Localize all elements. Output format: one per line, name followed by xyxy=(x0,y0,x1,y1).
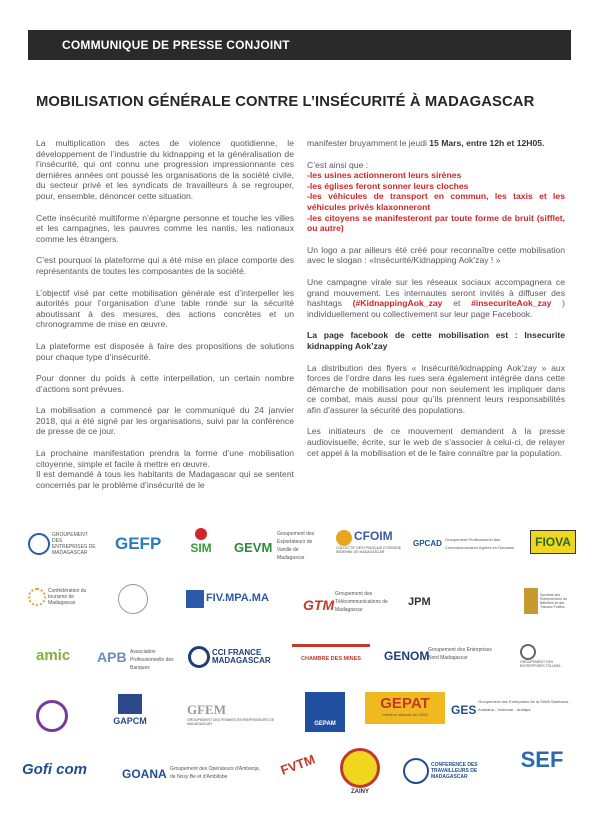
logo-text: GOANA xyxy=(122,767,167,781)
list-item: -les véhicules de transport en commun, les taxis et les véhicules privés klaxonneront xyxy=(307,191,565,212)
logo-text: Groupement des Entreprises de la SAVA Sambava - Antalaha - Vohemar - Andapa xyxy=(478,699,571,712)
logo-gepat xyxy=(365,692,445,724)
logo-genom-name xyxy=(428,646,498,662)
paragraph: L’objectif visé par cette mobilisation générale est d’interpeller les autorités pour l’organisation d’une table ronde sur la sécurité aboutissant à des mesures, des actions concrètes et un chronogramme de mise en œuvre. xyxy=(36,287,294,330)
fivmpa-emblem-icon xyxy=(36,700,68,732)
gem-circle-icon xyxy=(28,533,50,555)
get-emblem-icon xyxy=(520,644,536,660)
logo-text: GES xyxy=(451,703,477,717)
logo-fvtm xyxy=(278,751,322,778)
logo-amic xyxy=(36,648,70,664)
paragraph: La mobilisation a commencé par le communiqué du 24 janvier 2018, qui a été signé par les organisations, suivi par la conférence de presse de ce jour. xyxy=(36,405,294,437)
logo-ges xyxy=(451,702,476,718)
logo-text: Gofi com xyxy=(22,761,88,778)
paragraph: La prochaine manifestation prendra la forme d’une mobilisation citoyenne, simple et facile à mettre en œuvre. xyxy=(36,448,294,469)
logo-text: GEFP xyxy=(115,534,162,553)
paragraph: C’est pourquoi la plateforme qui a été mise en place comporte des représentants de toutes les composantes de la société. xyxy=(36,255,294,276)
logo-gtm-name xyxy=(335,590,390,614)
logo-text: Association Professionnelle des Banques xyxy=(130,649,174,671)
logo-text: Confédération du tourisme de Madagascar xyxy=(47,588,87,606)
cfoim-sun-icon xyxy=(336,530,352,546)
logo-text: FVTM xyxy=(278,751,317,778)
logo-text: APB xyxy=(97,649,127,665)
logo-text: GENOM xyxy=(384,649,430,663)
left-column xyxy=(36,138,294,501)
right-column xyxy=(307,138,565,469)
logo-goana xyxy=(122,766,167,782)
list-intro: C’est ainsi que : xyxy=(307,159,369,170)
logo-text: CFOIM xyxy=(353,529,393,543)
logo-get xyxy=(520,644,578,668)
hashtag: (#KidnappingAok_zay xyxy=(352,298,443,309)
logo-gapcm xyxy=(110,694,150,725)
logo-subtext: GROUPEMENT DES FEMMES ENTREPRENEURS DE MADAGASCAR xyxy=(187,718,275,726)
logo-gem xyxy=(28,532,98,556)
header-label: COMMUNIQUE DE PRESSE CONJOINT xyxy=(62,38,290,52)
logo-text: FIV.MPA.MA xyxy=(205,592,269,604)
sebtp-emblem-icon xyxy=(524,588,538,614)
logo-fivmpa xyxy=(36,700,68,732)
paragraph: Pour donner du poids à cette interpellation, un certain nombre d’actions sont prévues. xyxy=(36,373,294,394)
action-list xyxy=(307,160,565,234)
paragraph-text: Une campagne virale sur les réseaux sociaux accompagnera ce grand mouvement. Les internautes seront invités à diffuser des hashtags xyxy=(307,276,565,309)
logo-goficom xyxy=(22,762,112,778)
logo-text: GEPAM xyxy=(314,721,336,727)
paragraph: Cette insécurité multiforme n’épargne personne et touche les villes et les campagnes, les pauvres comme les nantis, les nationaux comme les étrangers. xyxy=(36,212,294,244)
logo-subtext: COLLECTIF DES FRANÇAIS D'ORIGINE INDIENNE DE MADAGASCAR xyxy=(336,546,402,555)
logo-text: GAPCM xyxy=(113,716,147,726)
logo-sef xyxy=(512,747,572,772)
logo-text: GROUPEMENT DES ENTREPRISES TOLIARA xyxy=(520,660,561,668)
logo-text: CHAMBRE DES MINES xyxy=(301,656,361,662)
logo-text: Groupement des Entreprises Nord Madagascar xyxy=(428,647,492,661)
header-band xyxy=(28,30,571,60)
logo-gpcad-name xyxy=(445,536,520,552)
logo-text: GEVM xyxy=(234,540,273,555)
list-item: -les citoyens se manifesteront par toute forme de bruit (sifflet, ou autre) xyxy=(307,212,565,234)
sim-flower-icon xyxy=(195,528,207,540)
logo-text: Syndicat des Entrepreneurs du Bâtiment et des Travaux Publics xyxy=(539,593,567,609)
logo-cci xyxy=(188,646,273,668)
logo-text: ZAINY xyxy=(351,789,369,795)
paragraph-text: manifester bruyamment le jeudi xyxy=(307,138,427,148)
logo-text: CONFERENCE DES TRAVAILLEURS DE MADAGASCAR xyxy=(430,762,478,780)
logo-zainy xyxy=(340,748,380,796)
logo-cfoim xyxy=(336,528,406,554)
logo-gefp xyxy=(115,536,161,552)
logo-text: FIOVA xyxy=(535,535,571,549)
paragraph: La distribution des flyers « Insécurité/kidnapping Aok’zay » aux forces de l’ordre dans les rues sera également intégrée dans cette démarche de mobilisation pour non seulement les impliquer dans ce combat, mais aussi pour qu’ils prennent leurs responsabilités afin d’assurer la sécurité des populations. xyxy=(307,362,565,415)
logo-subtext: membre associé au GEM xyxy=(382,712,428,717)
logo-subtext: MADAGASCAR xyxy=(211,656,271,665)
logo-text: Groupement des Exportateurs de Vanille de Madagascar xyxy=(277,531,315,561)
logo-fiova xyxy=(530,530,576,554)
logo-gfem xyxy=(187,702,297,726)
logo-chambre-mines xyxy=(292,644,370,669)
logo-goana-name xyxy=(170,765,260,781)
paragraph: La multiplication des actes de violence quotidienne, le développement de l’industrie du kidnapping et la généralisation de l’insécurité, qui ont connu une progression impressionnante ces dernières années ont poussé les organisations de la société civile, du secteur privé et les syndicats de travailleurs à se regrouper, pour, ensemble, dénoncer cette situation. xyxy=(36,138,294,201)
logo-text: JPM xyxy=(408,596,431,608)
logo-apb-name xyxy=(130,648,178,672)
logo-genom xyxy=(384,648,429,664)
fivmpama-emblem-icon xyxy=(186,590,204,608)
logo-ges-name xyxy=(478,698,573,714)
paragraph-text: et xyxy=(453,298,461,309)
logo-text: GFEM xyxy=(187,702,226,717)
logo-ctm xyxy=(28,588,96,606)
logo-sebtp xyxy=(524,588,576,614)
logo-efa xyxy=(118,584,148,614)
logo-text: CCI FRANCE xyxy=(211,648,262,657)
logo-text: GPCAD xyxy=(413,539,442,548)
logo-fivmpama xyxy=(186,590,296,608)
page-title: MOBILISATION GÉNÉRALE CONTRE L’INSÉCURITÉ À MADAGASCAR xyxy=(36,94,535,110)
logo-gpcad xyxy=(413,540,442,549)
list-item: -les églises feront sonner leurs cloches xyxy=(307,180,469,191)
logo-text: Groupement des Opérateurs d'Ambanja, de Nosy Be et d'Ambilobe xyxy=(170,766,260,780)
paragraph: Un logo a par ailleurs été créé pour reconnaître cette mobilisation avec le slogan : «Insécurité/Kidnapping Aok’zay ! » xyxy=(307,244,565,266)
paragraph: La plateforme est disposée à faire des propositions de solutions pour chaque type d’insécurité. xyxy=(36,340,294,362)
logo-gtm xyxy=(303,597,334,613)
efa-emblem-icon xyxy=(118,584,148,614)
logo-text: amic xyxy=(36,647,71,664)
event-date: 15 Mars, entre 12h et 12H05. xyxy=(429,138,545,148)
paragraph xyxy=(307,138,565,149)
logo-gepam xyxy=(305,692,345,732)
logo-text: Groupement Professionnel des Commissionnaires Agréés en Douanes xyxy=(445,537,515,550)
logo-gevm-name xyxy=(277,530,325,562)
logo-text: GROUPEMENT DES ENTREPRISES DE MADAGASCAR xyxy=(51,532,96,556)
ctm2-emblem-icon xyxy=(403,758,429,784)
hashtag: #insecuriteAok_zay xyxy=(471,298,552,309)
logo-apb xyxy=(97,649,127,665)
logo-sim xyxy=(186,528,216,556)
cci-emblem-icon xyxy=(188,646,210,668)
logo-text: SIM xyxy=(190,541,212,555)
ctm-dots-icon xyxy=(28,588,46,606)
paragraph: Les initiateurs de ce mouvement demandent à la presse audiovisuelle, écrite, sur le web de s’associer à celui-ci, de relayer cet appel à la mobilisation et de le faire connaître par la population. xyxy=(307,426,565,458)
paragraph: Il est demandé à tous les habitants de Madagascar qui se sentent concernés par le problème d’insécurité de le xyxy=(36,469,294,490)
logo-text: GEPAT xyxy=(380,695,430,712)
list-item: -les usines actionneront leurs sirènes xyxy=(307,170,462,181)
zainy-emblem-icon xyxy=(340,748,380,788)
logo-text: GTM xyxy=(303,597,335,613)
logo-jpm xyxy=(408,594,431,610)
logo-ctm2 xyxy=(403,758,498,784)
logo-text: Groupement des Télécommunications de Madagascar xyxy=(335,591,388,613)
paragraph-text: ) individuellement ou collectivement sur leur page Facebook. xyxy=(307,298,566,319)
logo-gevm xyxy=(234,540,272,556)
paragraph xyxy=(307,277,565,319)
gapcm-emblem-icon xyxy=(118,694,142,714)
logo-text: SEF xyxy=(520,747,564,772)
facebook-heading: La page facebook de cette mobilisation est : Insecurite kidnapping Aok’zay xyxy=(307,330,565,351)
